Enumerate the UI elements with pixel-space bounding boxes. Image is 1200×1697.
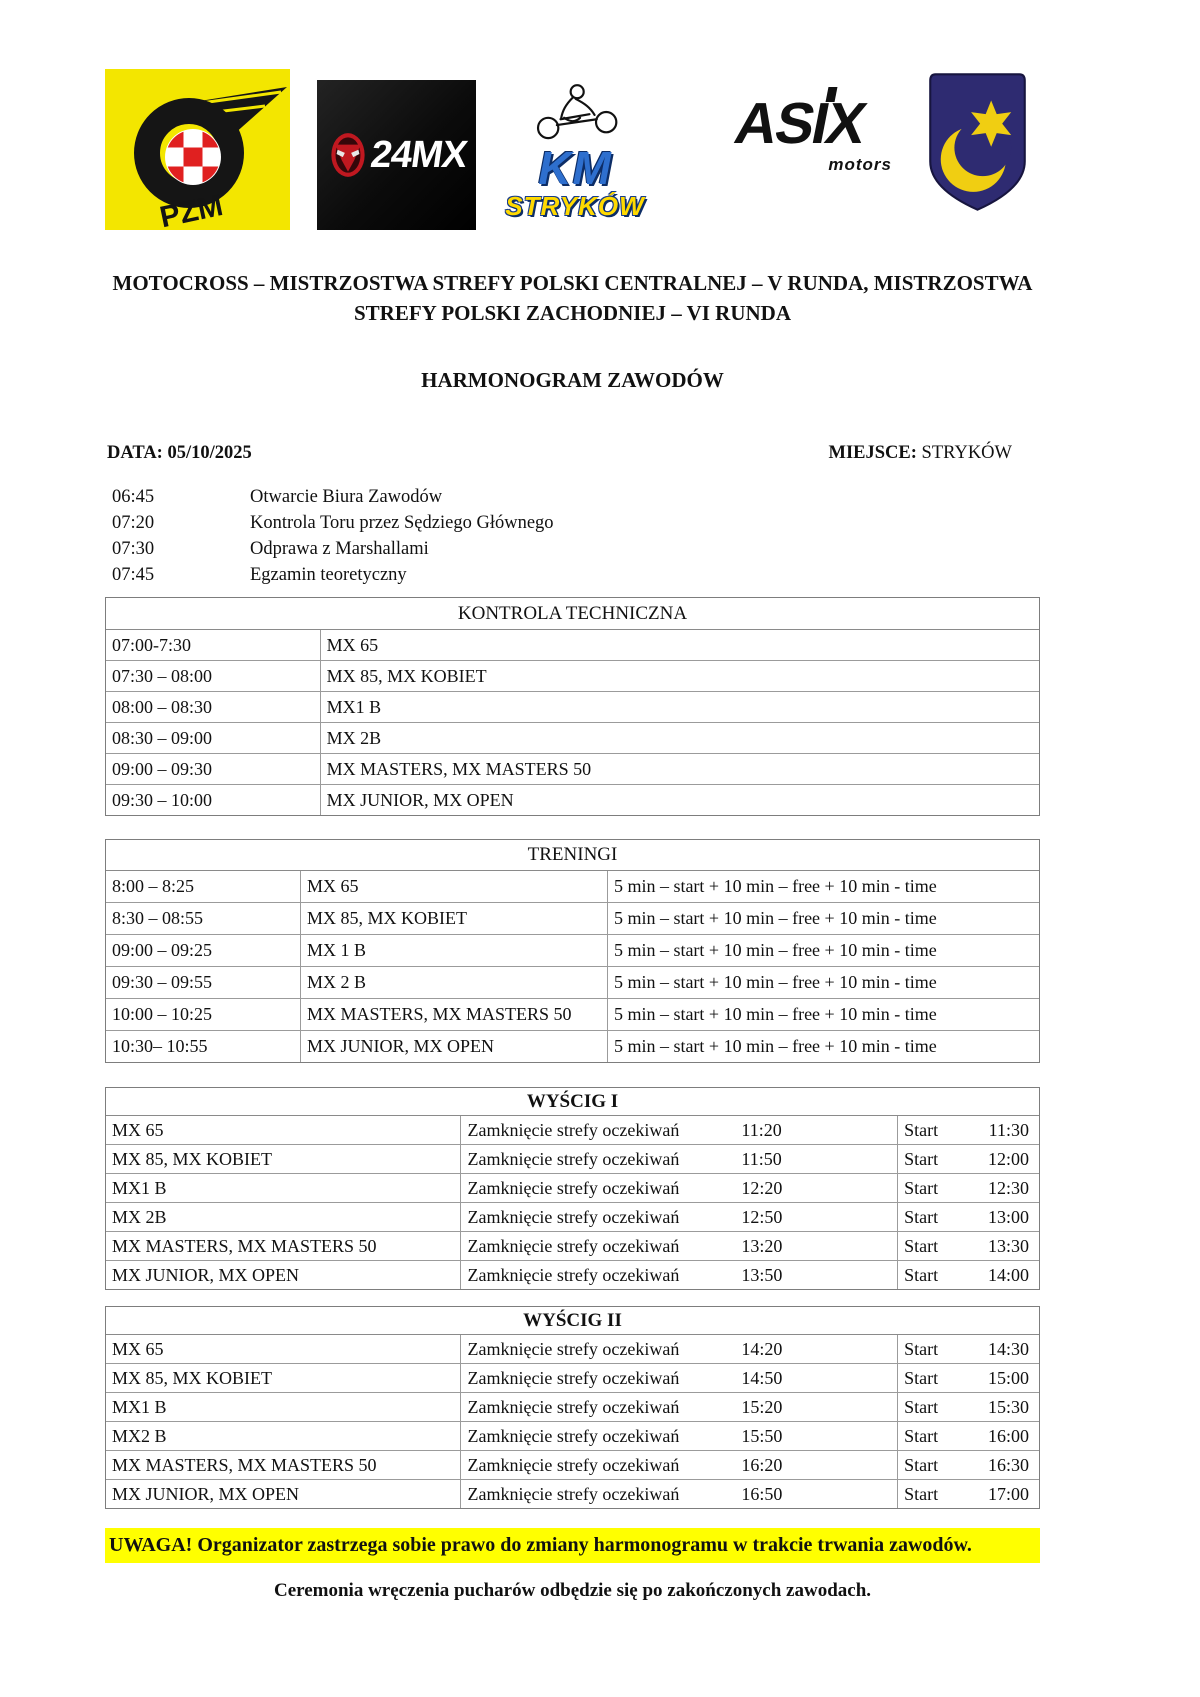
date-label: DATA: bbox=[107, 443, 163, 463]
start-time: 13:00 bbox=[987, 1206, 1029, 1227]
session-format-cell: 5 min – start + 10 min – free + 10 min - time bbox=[613, 908, 937, 928]
title-line-2: STREFY POLSKI ZACHODNIEJ – VI RUNDA bbox=[354, 301, 791, 325]
date-value: 05/10/2025 bbox=[167, 443, 252, 463]
waiting-zone-label: Zamknięcie strefy oczekiwań bbox=[467, 1235, 680, 1256]
place-label: MIEJSCE: bbox=[828, 443, 917, 463]
table-row bbox=[106, 1451, 1039, 1480]
start-label: Start bbox=[904, 1483, 939, 1504]
agenda-time: 07:30 bbox=[112, 539, 155, 559]
table-row bbox=[106, 630, 1039, 661]
time-range-cell: 10:00 – 10:25 bbox=[106, 999, 301, 1030]
waiting-zone-label: Zamknięcie strefy oczekiwań bbox=[467, 1396, 680, 1417]
session-format-cell: 5 min – start + 10 min – free + 10 min - time bbox=[613, 876, 937, 896]
devil-mask-icon bbox=[327, 129, 369, 181]
time-range-cell: 08:30 – 09:00 bbox=[106, 723, 321, 753]
table-row bbox=[106, 1174, 1039, 1203]
table-row bbox=[106, 785, 1039, 815]
start-time: 16:00 bbox=[987, 1425, 1029, 1446]
agenda-event: Kontrola Toru przez Sędziego Głównego bbox=[250, 513, 554, 533]
classes-cell: MX JUNIOR, MX OPEN bbox=[106, 1480, 461, 1508]
kontrola-table-title: KONTROLA TECHNICZNA bbox=[106, 598, 1039, 630]
sponsor-logo-strip bbox=[105, 69, 1040, 235]
waiting-zone-time: 13:50 bbox=[741, 1264, 783, 1285]
classes-cell: MX2 B bbox=[106, 1422, 461, 1450]
start-label: Start bbox=[904, 1264, 939, 1285]
wyscig1-table-title: WYŚCIG I bbox=[106, 1088, 1039, 1116]
classes-cell: MX JUNIOR, MX OPEN bbox=[326, 789, 514, 810]
km-strykow-logo bbox=[490, 83, 660, 223]
waiting-zone-label: Zamknięcie strefy oczekiwań bbox=[467, 1148, 680, 1169]
table-row bbox=[106, 871, 1039, 903]
24mx-logo bbox=[317, 80, 476, 230]
start-time: 12:00 bbox=[987, 1148, 1029, 1169]
waiting-zone-time: 13:20 bbox=[741, 1235, 783, 1256]
classes-cell: MX 1 B bbox=[301, 935, 608, 966]
ceremony-note: Ceremonia wręczenia pucharów odbędzie się po zakończonych zawodach. bbox=[273, 1580, 872, 1601]
start-label: Start bbox=[904, 1177, 939, 1198]
start-time: 16:30 bbox=[987, 1454, 1029, 1475]
start-cell bbox=[897, 1145, 1039, 1173]
table-row bbox=[106, 1335, 1039, 1364]
waiting-zone-label: Zamknięcie strefy oczekiwań bbox=[467, 1119, 680, 1140]
table-row bbox=[106, 692, 1039, 723]
waiting-zone-label: Zamknięcie strefy oczekiwań bbox=[467, 1454, 680, 1475]
classes-cell: MX MASTERS, MX MASTERS 50 bbox=[106, 1232, 461, 1260]
waiting-zone-time: 12:20 bbox=[741, 1177, 783, 1198]
waiting-zone-label: Zamknięcie strefy oczekiwań bbox=[467, 1483, 680, 1504]
classes-cell: MX 85, MX KOBIET bbox=[106, 1364, 461, 1392]
classes-cell: MX 85, MX KOBIET bbox=[301, 903, 608, 934]
pzm-logo bbox=[105, 69, 290, 230]
time-range-cell: 8:00 – 8:25 bbox=[106, 871, 301, 902]
time-range-cell: 07:30 – 08:00 bbox=[106, 661, 321, 691]
agenda-time: 07:20 bbox=[112, 513, 155, 533]
kontrola-table bbox=[105, 597, 1040, 816]
24mx-logo-text: 24MX bbox=[367, 133, 470, 176]
asix-logo-text: ASIX bbox=[730, 91, 871, 156]
agenda-item bbox=[105, 484, 1040, 510]
classes-cell: MX MASTERS, MX MASTERS 50 bbox=[301, 999, 608, 1030]
waiting-zone-time: 11:50 bbox=[741, 1148, 782, 1169]
start-label: Start bbox=[904, 1119, 939, 1140]
start-time: 14:30 bbox=[987, 1338, 1029, 1359]
session-format-cell: 5 min – start + 10 min – free + 10 min - time bbox=[613, 1004, 937, 1024]
start-label: Start bbox=[904, 1338, 939, 1359]
agenda-time: 07:45 bbox=[112, 565, 155, 585]
agenda-list bbox=[105, 484, 1040, 588]
agenda-item bbox=[105, 510, 1040, 536]
page-subtitle: HARMONOGRAM ZAWODÓW bbox=[421, 368, 724, 392]
waiting-zone-time: 12:50 bbox=[741, 1206, 783, 1227]
motocross-rider-icon bbox=[500, 83, 650, 141]
place-field bbox=[829, 443, 1040, 464]
classes-cell: MX MASTERS, MX MASTERS 50 bbox=[106, 1451, 461, 1479]
wyscig2-table-title: WYŚCIG II bbox=[106, 1307, 1039, 1335]
wyscig2-table-body bbox=[106, 1335, 1039, 1508]
start-label: Start bbox=[904, 1235, 939, 1256]
waiting-zone-time: 15:20 bbox=[741, 1396, 783, 1417]
table-row bbox=[106, 1480, 1039, 1508]
session-format-cell: 5 min – start + 10 min – free + 10 min - time bbox=[613, 1036, 937, 1056]
classes-cell: MX 65 bbox=[106, 1335, 461, 1363]
waiting-zone-time: 16:20 bbox=[741, 1454, 783, 1475]
classes-cell: MX 65 bbox=[106, 1116, 461, 1144]
pzm-emblem-icon bbox=[105, 69, 290, 230]
table-row bbox=[106, 1203, 1039, 1232]
treningi-table bbox=[105, 839, 1040, 1063]
start-time: 15:00 bbox=[987, 1367, 1029, 1388]
strykow-crest bbox=[925, 67, 1030, 217]
classes-cell: MX MASTERS, MX MASTERS 50 bbox=[326, 758, 592, 779]
agenda-event: Odprawa z Marshallami bbox=[250, 539, 429, 559]
agenda-event: Egzamin teoretyczny bbox=[250, 565, 407, 585]
waiting-zone-label: Zamknięcie strefy oczekiwań bbox=[467, 1367, 680, 1388]
table-row bbox=[106, 754, 1039, 785]
table-row bbox=[106, 1393, 1039, 1422]
classes-cell: MX 65 bbox=[326, 634, 379, 655]
classes-cell: MX 2B bbox=[326, 727, 382, 748]
classes-cell: MX 2 B bbox=[301, 967, 608, 998]
start-label: Start bbox=[904, 1148, 939, 1169]
table-row bbox=[106, 1116, 1039, 1145]
start-label: Start bbox=[904, 1396, 939, 1417]
wyscig1-table bbox=[105, 1087, 1040, 1290]
waiting-zone-time: 15:50 bbox=[741, 1425, 783, 1446]
start-label: Start bbox=[904, 1367, 939, 1388]
table-row bbox=[106, 1422, 1039, 1451]
waiting-zone-time: 14:20 bbox=[741, 1338, 783, 1359]
session-format-cell: 5 min – start + 10 min – free + 10 min - time bbox=[613, 940, 937, 960]
table-row bbox=[106, 935, 1039, 967]
start-time: 14:00 bbox=[987, 1264, 1029, 1285]
start-time: 11:30 bbox=[988, 1119, 1029, 1140]
time-range-cell: 09:30 – 09:55 bbox=[106, 967, 301, 998]
start-cell bbox=[897, 1116, 1039, 1144]
wyscig2-table bbox=[105, 1306, 1040, 1509]
wyscig1-table-body bbox=[106, 1116, 1039, 1289]
waiting-zone-label: Zamknięcie strefy oczekiwań bbox=[467, 1177, 680, 1198]
start-time: 12:30 bbox=[987, 1177, 1029, 1198]
km-logo-text: KM bbox=[538, 142, 612, 194]
start-cell bbox=[897, 1422, 1039, 1450]
table-row bbox=[106, 661, 1039, 692]
table-row bbox=[106, 903, 1039, 935]
table-row bbox=[106, 1364, 1039, 1393]
waiting-zone-time: 11:20 bbox=[741, 1119, 782, 1140]
time-range-cell: 09:00 – 09:25 bbox=[106, 935, 301, 966]
session-format-cell: 5 min – start + 10 min – free + 10 min - time bbox=[613, 972, 937, 992]
meta-row bbox=[105, 443, 1040, 464]
agenda-event: Otwarcie Biura Zawodów bbox=[250, 487, 443, 507]
schedule-change-warning: UWAGA! Organizator zastrzega sobie prawo do zmiany harmonogramu w trakcie trwania zawodów. bbox=[105, 1528, 1040, 1563]
start-cell bbox=[897, 1232, 1039, 1260]
treningi-table-title: TRENINGI bbox=[106, 840, 1039, 871]
pzm-logo-text: PZM bbox=[157, 188, 226, 230]
date-field bbox=[105, 443, 252, 464]
start-cell bbox=[897, 1364, 1039, 1392]
title-line-1: MOTOCROSS – MISTRZOSTWA STREFY POLSKI CENTRALNEJ – V RUNDA, MISTRZOSTWA bbox=[112, 271, 1033, 295]
time-range-cell: 09:30 – 10:00 bbox=[106, 785, 321, 815]
start-time: 15:30 bbox=[987, 1396, 1029, 1417]
asix-logo bbox=[700, 91, 900, 175]
strykow-logo-text: STRYKÓW bbox=[505, 191, 645, 221]
waiting-zone-label: Zamknięcie strefy oczekiwań bbox=[467, 1206, 680, 1227]
time-range-cell: 09:00 – 09:30 bbox=[106, 754, 321, 784]
place-value: STRYKÓW bbox=[921, 443, 1012, 463]
table-row bbox=[106, 967, 1039, 999]
start-cell bbox=[897, 1174, 1039, 1202]
table-row bbox=[106, 1031, 1039, 1062]
classes-cell: MX 85, MX KOBIET bbox=[326, 665, 487, 686]
page-title bbox=[105, 268, 1040, 328]
start-cell bbox=[897, 1393, 1039, 1421]
asix-motors-text: motors bbox=[828, 155, 892, 174]
classes-cell: MX 85, MX KOBIET bbox=[106, 1145, 461, 1173]
classes-cell: MX 2B bbox=[106, 1203, 461, 1231]
start-label: Start bbox=[904, 1206, 939, 1227]
start-cell bbox=[897, 1261, 1039, 1289]
shield-icon bbox=[925, 67, 1030, 217]
table-row bbox=[106, 1232, 1039, 1261]
classes-cell: MX1 B bbox=[106, 1393, 461, 1421]
time-range-cell: 07:00-7:30 bbox=[106, 630, 321, 660]
classes-cell: MX 65 bbox=[301, 871, 608, 902]
agenda-time: 06:45 bbox=[112, 487, 155, 507]
waiting-zone-label: Zamknięcie strefy oczekiwań bbox=[467, 1264, 680, 1285]
classes-cell: MX1 B bbox=[106, 1174, 461, 1202]
waiting-zone-time: 16:50 bbox=[741, 1483, 783, 1504]
start-cell bbox=[897, 1451, 1039, 1479]
start-label: Start bbox=[904, 1454, 939, 1475]
classes-cell: MX JUNIOR, MX OPEN bbox=[301, 1031, 608, 1062]
classes-cell: MX1 B bbox=[326, 696, 382, 717]
agenda-item bbox=[105, 562, 1040, 588]
table-row bbox=[106, 1261, 1039, 1289]
start-label: Start bbox=[904, 1425, 939, 1446]
treningi-table-body bbox=[106, 871, 1039, 1062]
time-range-cell: 10:30– 10:55 bbox=[106, 1031, 301, 1062]
table-row bbox=[106, 723, 1039, 754]
start-time: 13:30 bbox=[987, 1235, 1029, 1256]
start-cell bbox=[897, 1480, 1039, 1508]
waiting-zone-label: Zamknięcie strefy oczekiwań bbox=[467, 1425, 680, 1446]
time-range-cell: 8:30 – 08:55 bbox=[106, 903, 301, 934]
start-cell bbox=[897, 1203, 1039, 1231]
classes-cell: MX JUNIOR, MX OPEN bbox=[106, 1261, 461, 1289]
time-range-cell: 08:00 – 08:30 bbox=[106, 692, 321, 722]
table-row bbox=[106, 1145, 1039, 1174]
waiting-zone-time: 14:50 bbox=[741, 1367, 783, 1388]
start-time: 17:00 bbox=[987, 1483, 1029, 1504]
waiting-zone-label: Zamknięcie strefy oczekiwań bbox=[467, 1338, 680, 1359]
kontrola-table-body bbox=[106, 630, 1039, 815]
table-row bbox=[106, 999, 1039, 1031]
start-cell bbox=[897, 1335, 1039, 1363]
agenda-item bbox=[105, 536, 1040, 562]
